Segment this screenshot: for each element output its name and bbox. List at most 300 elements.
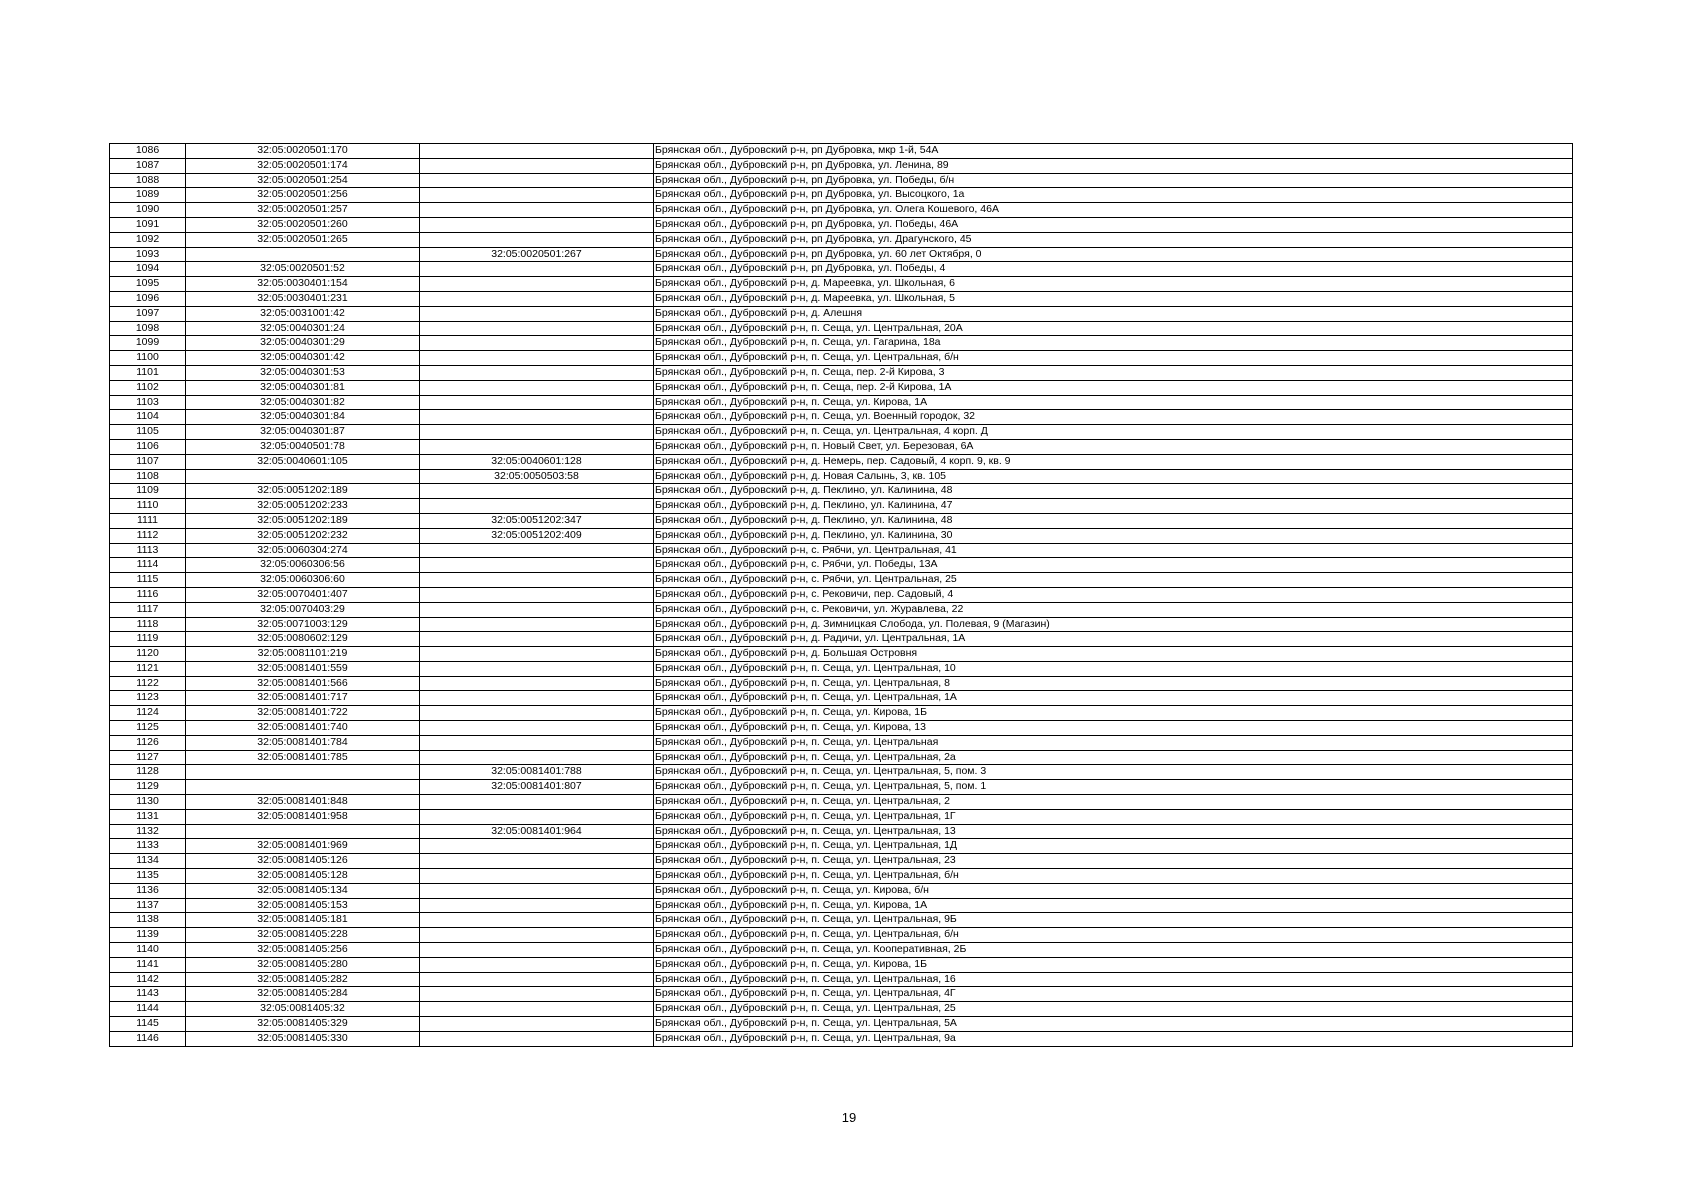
table-row: [110, 869, 1573, 884]
related-cadastral-number-cell: [420, 676, 654, 691]
row-number-cell: 1086: [110, 144, 186, 159]
related-cadastral-number-cell: [420, 1002, 654, 1017]
table-row: [110, 809, 1573, 824]
row-number-cell: 1130: [110, 795, 186, 810]
table-row: [110, 158, 1573, 173]
cadastral-number-cell: 32:05:0081401:784: [186, 735, 420, 750]
related-cadastral-number-cell: 32:05:0050503:58: [420, 469, 654, 484]
related-cadastral-number-cell: [420, 647, 654, 662]
related-cadastral-number-cell: [420, 943, 654, 958]
cadastral-number-cell: 32:05:0081401:848: [186, 795, 420, 810]
table-row: [110, 351, 1573, 366]
address-cell: Брянская обл., Дубровский р-н, п. Сеща, ул. Центральная, 9Б: [654, 913, 1573, 928]
related-cadastral-number-cell: [420, 957, 654, 972]
row-number-cell: 1110: [110, 499, 186, 514]
cadastral-number-cell: 32:05:0031001:42: [186, 306, 420, 321]
cadastral-number-cell: 32:05:0081401:740: [186, 721, 420, 736]
table-row: [110, 780, 1573, 795]
address-cell: Брянская обл., Дубровский р-н, с. Рековичи, ул. Журавлева, 22: [654, 602, 1573, 617]
table-row: [110, 706, 1573, 721]
cadastral-number-cell: 32:05:0081405:228: [186, 928, 420, 943]
cadastral-number-cell: 32:05:0020501:265: [186, 232, 420, 247]
table-row: [110, 647, 1573, 662]
row-number-cell: 1102: [110, 380, 186, 395]
address-cell: Брянская обл., Дубровский р-н, д. Алешня: [654, 306, 1573, 321]
table-row: [110, 469, 1573, 484]
related-cadastral-number-cell: [420, 869, 654, 884]
address-cell: Брянская обл., Дубровский р-н, п. Сеща, ул. Центральная, 13: [654, 824, 1573, 839]
related-cadastral-number-cell: [420, 484, 654, 499]
related-cadastral-number-cell: [420, 928, 654, 943]
related-cadastral-number-cell: [420, 203, 654, 218]
row-number-cell: 1135: [110, 869, 186, 884]
row-number-cell: 1096: [110, 291, 186, 306]
table-row: [110, 765, 1573, 780]
cadastral-number-cell: 32:05:0020501:174: [186, 158, 420, 173]
row-number-cell: 1097: [110, 306, 186, 321]
related-cadastral-number-cell: [420, 351, 654, 366]
related-cadastral-number-cell: [420, 883, 654, 898]
cadastral-number-cell: 32:05:0081405:330: [186, 1031, 420, 1046]
related-cadastral-number-cell: 32:05:0040601:128: [420, 454, 654, 469]
related-cadastral-number-cell: [420, 306, 654, 321]
cadastral-number-cell: 32:05:0081405:256: [186, 943, 420, 958]
cadastral-number-cell: 32:05:0081401:559: [186, 661, 420, 676]
row-number-cell: 1099: [110, 336, 186, 351]
cadastral-number-cell: 32:05:0081101:219: [186, 647, 420, 662]
cadastral-number-cell: 32:05:0051202:233: [186, 499, 420, 514]
row-number-cell: 1115: [110, 573, 186, 588]
table-row: [110, 203, 1573, 218]
related-cadastral-number-cell: [420, 232, 654, 247]
related-cadastral-number-cell: 32:05:0081401:964: [420, 824, 654, 839]
address-cell: Брянская обл., Дубровский р-н, п. Сеща, ул. Центральная, 1Г: [654, 809, 1573, 824]
address-cell: Брянская обл., Дубровский р-н, д. Пеклино, ул. Калинина, 48: [654, 484, 1573, 499]
row-number-cell: 1140: [110, 943, 186, 958]
address-cell: Брянская обл., Дубровский р-н, п. Сеща, ул. Кирова, 1Б: [654, 957, 1573, 972]
related-cadastral-number-cell: [420, 706, 654, 721]
address-cell: Брянская обл., Дубровский р-н, п. Сеща, ул. Военный городок, 32: [654, 410, 1573, 425]
address-cell: Брянская обл., Дубровский р-н, п. Сеща, ул. Центральная, 23: [654, 854, 1573, 869]
cadastral-number-cell: 32:05:0081405:280: [186, 957, 420, 972]
address-cell: Брянская обл., Дубровский р-н, рп Дубровка, ул. Победы, 46А: [654, 217, 1573, 232]
address-cell: Брянская обл., Дубровский р-н, д. Пеклино, ул. Калинина, 30: [654, 528, 1573, 543]
table-row: [110, 380, 1573, 395]
related-cadastral-number-cell: 32:05:0051202:347: [420, 513, 654, 528]
address-cell: Брянская обл., Дубровский р-н, д. Новая Салынь, 3, кв. 105: [654, 469, 1573, 484]
address-cell: Брянская обл., Дубровский р-н, п. Сеща, ул. Кирова, 1А: [654, 395, 1573, 410]
address-cell: Брянская обл., Дубровский р-н, д. Немерь, пер. Садовый, 4 корп. 9, кв. 9: [654, 454, 1573, 469]
cadastral-number-cell: 32:05:0020501:257: [186, 203, 420, 218]
cadastral-number-cell: 32:05:0070403:29: [186, 602, 420, 617]
related-cadastral-number-cell: [420, 809, 654, 824]
related-cadastral-number-cell: [420, 558, 654, 573]
row-number-cell: 1106: [110, 439, 186, 454]
cadastral-number-cell: 32:05:0081405:32: [186, 1002, 420, 1017]
row-number-cell: 1087: [110, 158, 186, 173]
cadastral-number-cell: [186, 469, 420, 484]
table-row: [110, 573, 1573, 588]
address-cell: Брянская обл., Дубровский р-н, п. Сеща, ул. Центральная, 5А: [654, 1017, 1573, 1032]
table-row: [110, 839, 1573, 854]
address-cell: Брянская обл., Дубровский р-н, рп Дубровка, ул. 60 лет Октября, 0: [654, 247, 1573, 262]
cadastral-number-cell: 32:05:0081405:126: [186, 854, 420, 869]
row-number-cell: 1131: [110, 809, 186, 824]
address-cell: Брянская обл., Дубровский р-н, п. Сеща, пер. 2-й Кирова, 3: [654, 365, 1573, 380]
address-cell: Брянская обл., Дубровский р-н, д. Радичи, ул. Центральная, 1А: [654, 632, 1573, 647]
row-number-cell: 1141: [110, 957, 186, 972]
row-number-cell: 1142: [110, 972, 186, 987]
cadastral-number-cell: 32:05:0081405:181: [186, 913, 420, 928]
related-cadastral-number-cell: [420, 854, 654, 869]
table-row: [110, 484, 1573, 499]
address-cell: Брянская обл., Дубровский р-н, п. Сеща, ул. Центральная: [654, 735, 1573, 750]
cadastral-number-cell: 32:05:0051202:232: [186, 528, 420, 543]
row-number-cell: 1133: [110, 839, 186, 854]
row-number-cell: 1107: [110, 454, 186, 469]
table-row: [110, 528, 1573, 543]
table-row: [110, 913, 1573, 928]
property-register-table: [109, 143, 1573, 1047]
related-cadastral-number-cell: [420, 188, 654, 203]
row-number-cell: 1088: [110, 173, 186, 188]
cadastral-number-cell: 32:05:0080602:129: [186, 632, 420, 647]
cadastral-number-cell: 32:05:0040301:42: [186, 351, 420, 366]
related-cadastral-number-cell: [420, 913, 654, 928]
related-cadastral-number-cell: [420, 987, 654, 1002]
cadastral-number-cell: 32:05:0081401:566: [186, 676, 420, 691]
related-cadastral-number-cell: [420, 336, 654, 351]
row-number-cell: 1127: [110, 750, 186, 765]
related-cadastral-number-cell: 32:05:0081401:807: [420, 780, 654, 795]
cadastral-number-cell: 32:05:0060304:274: [186, 543, 420, 558]
row-number-cell: 1116: [110, 587, 186, 602]
cadastral-number-cell: 32:05:0081405:153: [186, 898, 420, 913]
cadastral-number-cell: 32:05:0081401:717: [186, 691, 420, 706]
row-number-cell: 1090: [110, 203, 186, 218]
row-number-cell: 1109: [110, 484, 186, 499]
cadastral-number-cell: 32:05:0020501:256: [186, 188, 420, 203]
address-cell: Брянская обл., Дубровский р-н, п. Сеща, ул. Центральная, 4 корп. Д: [654, 425, 1573, 440]
table-row: [110, 587, 1573, 602]
address-cell: Брянская обл., Дубровский р-н, д. Пеклино, ул. Калинина, 48: [654, 513, 1573, 528]
table-row: [110, 1017, 1573, 1032]
cadastral-number-cell: 32:05:0081405:284: [186, 987, 420, 1002]
related-cadastral-number-cell: [420, 573, 654, 588]
row-number-cell: 1100: [110, 351, 186, 366]
row-number-cell: 1113: [110, 543, 186, 558]
cadastral-number-cell: [186, 247, 420, 262]
cadastral-number-cell: [186, 780, 420, 795]
table-row: [110, 321, 1573, 336]
cadastral-number-cell: 32:05:0040601:105: [186, 454, 420, 469]
cadastral-number-cell: 32:05:0020501:254: [186, 173, 420, 188]
address-cell: Брянская обл., Дубровский р-н, п. Сеща, ул. Центральная, 1Д: [654, 839, 1573, 854]
row-number-cell: 1126: [110, 735, 186, 750]
row-number-cell: 1112: [110, 528, 186, 543]
cadastral-number-cell: 32:05:0040301:87: [186, 425, 420, 440]
row-number-cell: 1143: [110, 987, 186, 1002]
address-cell: Брянская обл., Дубровский р-н, д. Мареевка, ул. Школьная, 6: [654, 277, 1573, 292]
table-row: [110, 232, 1573, 247]
address-cell: Брянская обл., Дубровский р-н, рп Дубровка, ул. Высоцкого, 1а: [654, 188, 1573, 203]
cadastral-number-cell: 32:05:0040301:53: [186, 365, 420, 380]
cadastral-number-cell: 32:05:0081401:969: [186, 839, 420, 854]
row-number-cell: 1098: [110, 321, 186, 336]
related-cadastral-number-cell: [420, 291, 654, 306]
table-row: [110, 144, 1573, 159]
table-row: [110, 543, 1573, 558]
related-cadastral-number-cell: [420, 321, 654, 336]
table-row: [110, 721, 1573, 736]
related-cadastral-number-cell: [420, 173, 654, 188]
table-row: [110, 972, 1573, 987]
address-cell: Брянская обл., Дубровский р-н, д. Зимницкая Слобода, ул. Полевая, 9 (Магазин): [654, 617, 1573, 632]
cadastral-number-cell: 32:05:0020501:52: [186, 262, 420, 277]
table-row: [110, 513, 1573, 528]
row-number-cell: 1101: [110, 365, 186, 380]
related-cadastral-number-cell: 32:05:0020501:267: [420, 247, 654, 262]
row-number-cell: 1123: [110, 691, 186, 706]
address-cell: Брянская обл., Дубровский р-н, п. Сеща, ул. Центральная, 4Г: [654, 987, 1573, 1002]
row-number-cell: 1103: [110, 395, 186, 410]
address-cell: Брянская обл., Дубровский р-н, п. Сеща, ул. Центральная, 20А: [654, 321, 1573, 336]
cadastral-number-cell: 32:05:0040301:81: [186, 380, 420, 395]
row-number-cell: 1108: [110, 469, 186, 484]
address-cell: Брянская обл., Дубровский р-н, д. Мареевка, ул. Школьная, 5: [654, 291, 1573, 306]
table-row: [110, 691, 1573, 706]
cadastral-number-cell: 32:05:0040301:24: [186, 321, 420, 336]
related-cadastral-number-cell: [420, 144, 654, 159]
related-cadastral-number-cell: [420, 602, 654, 617]
row-number-cell: 1139: [110, 928, 186, 943]
related-cadastral-number-cell: [420, 365, 654, 380]
address-cell: Брянская обл., Дубровский р-н, п. Сеща, ул. Кирова, б/н: [654, 883, 1573, 898]
row-number-cell: 1137: [110, 898, 186, 913]
address-cell: Брянская обл., Дубровский р-н, п. Сеща, ул. Кирова, 13: [654, 721, 1573, 736]
row-number-cell: 1132: [110, 824, 186, 839]
table-row: [110, 735, 1573, 750]
row-number-cell: 1095: [110, 277, 186, 292]
related-cadastral-number-cell: [420, 632, 654, 647]
address-cell: Брянская обл., Дубровский р-н, п. Сеща, ул. Центральная, б/н: [654, 351, 1573, 366]
row-number-cell: 1134: [110, 854, 186, 869]
cadastral-number-cell: [186, 824, 420, 839]
table-row: [110, 410, 1573, 425]
address-cell: Брянская обл., Дубровский р-н, рп Дубровка, мкр 1-й, 54А: [654, 144, 1573, 159]
related-cadastral-number-cell: [420, 1031, 654, 1046]
table-row: [110, 1031, 1573, 1046]
row-number-cell: 1092: [110, 232, 186, 247]
cadastral-number-cell: 32:05:0030401:154: [186, 277, 420, 292]
related-cadastral-number-cell: [420, 425, 654, 440]
table-row: [110, 365, 1573, 380]
address-cell: Брянская обл., Дубровский р-н, п. Сеща, ул. Кирова, 1А: [654, 898, 1573, 913]
table-row: [110, 425, 1573, 440]
address-cell: Брянская обл., Дубровский р-н, п. Сеща, ул. Кирова, 1Б: [654, 706, 1573, 721]
table-row: [110, 943, 1573, 958]
related-cadastral-number-cell: [420, 839, 654, 854]
cadastral-number-cell: 32:05:0020501:260: [186, 217, 420, 232]
row-number-cell: 1145: [110, 1017, 186, 1032]
related-cadastral-number-cell: [420, 735, 654, 750]
cadastral-number-cell: 32:05:0051202:189: [186, 484, 420, 499]
related-cadastral-number-cell: [420, 395, 654, 410]
row-number-cell: 1146: [110, 1031, 186, 1046]
table-row: [110, 883, 1573, 898]
cadastral-number-cell: 32:05:0060306:60: [186, 573, 420, 588]
related-cadastral-number-cell: [420, 543, 654, 558]
table-row: [110, 898, 1573, 913]
table-row: [110, 957, 1573, 972]
related-cadastral-number-cell: [420, 750, 654, 765]
cadastral-number-cell: 32:05:0030401:231: [186, 291, 420, 306]
address-cell: Брянская обл., Дубровский р-н, с. Рябчи, ул. Центральная, 25: [654, 573, 1573, 588]
related-cadastral-number-cell: [420, 410, 654, 425]
row-number-cell: 1119: [110, 632, 186, 647]
related-cadastral-number-cell: 32:05:0081401:788: [420, 765, 654, 780]
table-row: [110, 661, 1573, 676]
row-number-cell: 1128: [110, 765, 186, 780]
related-cadastral-number-cell: [420, 898, 654, 913]
related-cadastral-number-cell: [420, 795, 654, 810]
register-table-body: [110, 144, 1573, 1047]
address-cell: Брянская обл., Дубровский р-н, рп Дубровка, ул. Олега Кошевого, 46А: [654, 203, 1573, 218]
cadastral-number-cell: [186, 765, 420, 780]
row-number-cell: 1089: [110, 188, 186, 203]
table-row: [110, 676, 1573, 691]
row-number-cell: 1094: [110, 262, 186, 277]
related-cadastral-number-cell: [420, 721, 654, 736]
table-row: [110, 632, 1573, 647]
cadastral-number-cell: 32:05:0081405:329: [186, 1017, 420, 1032]
address-cell: Брянская обл., Дубровский р-н, п. Сеща, ул. Центральная, 10: [654, 661, 1573, 676]
table-row: [110, 1002, 1573, 1017]
address-cell: Брянская обл., Дубровский р-н, рп Дубровка, ул. Драгунского, 45: [654, 232, 1573, 247]
row-number-cell: 1091: [110, 217, 186, 232]
row-number-cell: 1093: [110, 247, 186, 262]
address-cell: Брянская обл., Дубровский р-н, п. Сеща, ул. Центральная, 25: [654, 1002, 1573, 1017]
table-row: [110, 306, 1573, 321]
table-row: [110, 217, 1573, 232]
row-number-cell: 1120: [110, 647, 186, 662]
row-number-cell: 1124: [110, 706, 186, 721]
row-number-cell: 1118: [110, 617, 186, 632]
address-cell: Брянская обл., Дубровский р-н, п. Сеща, ул. Центральная, 5, пом. 3: [654, 765, 1573, 780]
related-cadastral-number-cell: [420, 1017, 654, 1032]
cadastral-number-cell: 32:05:0071003:129: [186, 617, 420, 632]
table-row: [110, 617, 1573, 632]
related-cadastral-number-cell: [420, 617, 654, 632]
related-cadastral-number-cell: [420, 380, 654, 395]
address-cell: Брянская обл., Дубровский р-н, п. Сеща, ул. Центральная, б/н: [654, 928, 1573, 943]
table-row: [110, 336, 1573, 351]
address-cell: Брянская обл., Дубровский р-н, п. Сеща, ул. Кооперативная, 2Б: [654, 943, 1573, 958]
table-row: [110, 188, 1573, 203]
related-cadastral-number-cell: [420, 691, 654, 706]
address-cell: Брянская обл., Дубровский р-н, п. Сеща, ул. Центральная, 5, пом. 1: [654, 780, 1573, 795]
row-number-cell: 1125: [110, 721, 186, 736]
address-cell: Брянская обл., Дубровский р-н, п. Сеща, ул. Центральная, б/н: [654, 869, 1573, 884]
table-row: [110, 750, 1573, 765]
address-cell: Брянская обл., Дубровский р-н, п. Новый Свет, ул. Березовая, 6А: [654, 439, 1573, 454]
row-number-cell: 1136: [110, 883, 186, 898]
address-cell: Брянская обл., Дубровский р-н, с. Рябчи, ул. Победы, 13А: [654, 558, 1573, 573]
related-cadastral-number-cell: [420, 439, 654, 454]
cadastral-number-cell: 32:05:0081405:134: [186, 883, 420, 898]
related-cadastral-number-cell: 32:05:0051202:409: [420, 528, 654, 543]
address-cell: Брянская обл., Дубровский р-н, п. Сеща, ул. Гагарина, 18а: [654, 336, 1573, 351]
row-number-cell: 1114: [110, 558, 186, 573]
row-number-cell: 1105: [110, 425, 186, 440]
row-number-cell: 1144: [110, 1002, 186, 1017]
table-row: [110, 395, 1573, 410]
table-row: [110, 824, 1573, 839]
address-cell: Брянская обл., Дубровский р-н, п. Сеща, ул. Центральная, 8: [654, 676, 1573, 691]
related-cadastral-number-cell: [420, 499, 654, 514]
cadastral-number-cell: 32:05:0081401:785: [186, 750, 420, 765]
cadastral-number-cell: 32:05:0040501:78: [186, 439, 420, 454]
cadastral-number-cell: 32:05:0051202:189: [186, 513, 420, 528]
related-cadastral-number-cell: [420, 661, 654, 676]
address-cell: Брянская обл., Дубровский р-н, п. Сеща, пер. 2-й Кирова, 1А: [654, 380, 1573, 395]
related-cadastral-number-cell: [420, 587, 654, 602]
table-row: [110, 291, 1573, 306]
address-cell: Брянская обл., Дубровский р-н, п. Сеща, ул. Центральная, 9а: [654, 1031, 1573, 1046]
cadastral-number-cell: 32:05:0081405:128: [186, 869, 420, 884]
cadastral-number-cell: 32:05:0040301:84: [186, 410, 420, 425]
cadastral-number-cell: 32:05:0060306:56: [186, 558, 420, 573]
cadastral-number-cell: 32:05:0081405:282: [186, 972, 420, 987]
related-cadastral-number-cell: [420, 277, 654, 292]
row-number-cell: 1129: [110, 780, 186, 795]
table-row: [110, 795, 1573, 810]
cadastral-number-cell: 32:05:0081401:958: [186, 809, 420, 824]
table-row: [110, 558, 1573, 573]
table-row: [110, 602, 1573, 617]
cadastral-number-cell: 32:05:0020501:170: [186, 144, 420, 159]
table-row: [110, 247, 1573, 262]
cadastral-number-cell: 32:05:0040301:29: [186, 336, 420, 351]
address-cell: Брянская обл., Дубровский р-н, д. Большая Островня: [654, 647, 1573, 662]
address-cell: Брянская обл., Дубровский р-н, рп Дубровка, ул. Победы, 4: [654, 262, 1573, 277]
address-cell: Брянская обл., Дубровский р-н, рп Дубровка, ул. Победы, б/н: [654, 173, 1573, 188]
address-cell: Брянская обл., Дубровский р-н, п. Сеща, ул. Центральная, 2а: [654, 750, 1573, 765]
table-row: [110, 987, 1573, 1002]
cadastral-number-cell: 32:05:0040301:82: [186, 395, 420, 410]
row-number-cell: 1111: [110, 513, 186, 528]
related-cadastral-number-cell: [420, 972, 654, 987]
related-cadastral-number-cell: [420, 158, 654, 173]
row-number-cell: 1121: [110, 661, 186, 676]
related-cadastral-number-cell: [420, 262, 654, 277]
table-row: [110, 262, 1573, 277]
related-cadastral-number-cell: [420, 217, 654, 232]
address-cell: Брянская обл., Дубровский р-н, с. Рябчи, ул. Центральная, 41: [654, 543, 1573, 558]
address-cell: Брянская обл., Дубровский р-н, рп Дубровка, ул. Ленина, 89: [654, 158, 1573, 173]
table-row: [110, 499, 1573, 514]
page-number: 19: [841, 1110, 857, 1125]
table-row: [110, 173, 1573, 188]
address-cell: Брянская обл., Дубровский р-н, п. Сеща, ул. Центральная, 16: [654, 972, 1573, 987]
row-number-cell: 1117: [110, 602, 186, 617]
address-cell: Брянская обл., Дубровский р-н, с. Рековичи, пер. Садовый, 4: [654, 587, 1573, 602]
address-cell: Брянская обл., Дубровский р-н, п. Сеща, ул. Центральная, 1А: [654, 691, 1573, 706]
table-row: [110, 854, 1573, 869]
row-number-cell: 1138: [110, 913, 186, 928]
address-cell: Брянская обл., Дубровский р-н, п. Сеща, ул. Центральная, 2: [654, 795, 1573, 810]
table-row: [110, 439, 1573, 454]
